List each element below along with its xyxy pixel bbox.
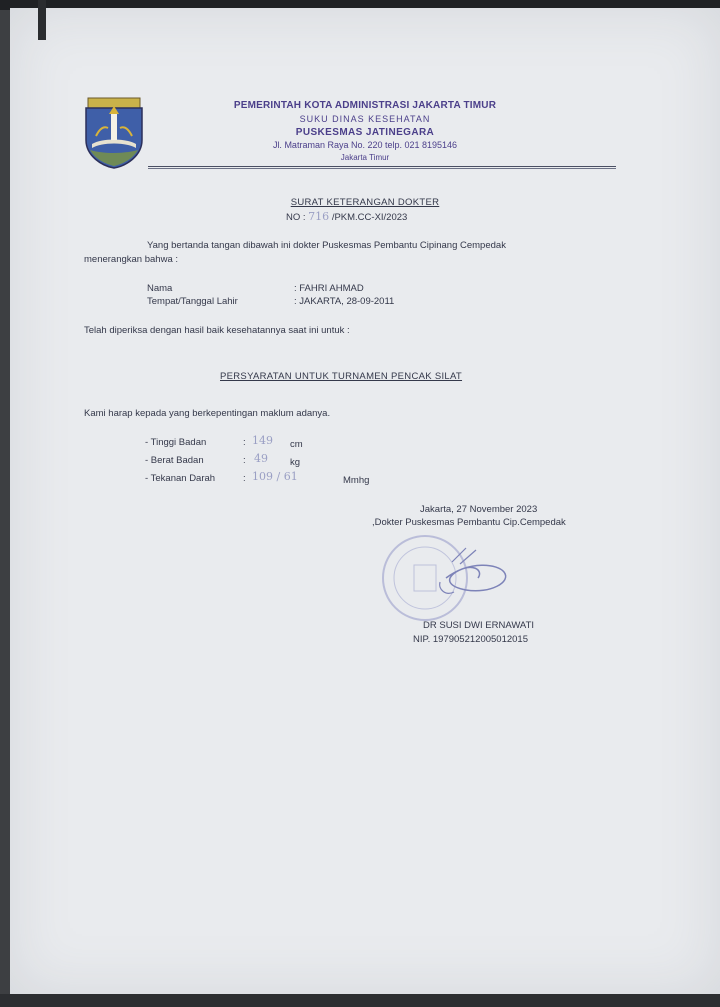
letterhead-government: PEMERINTAH KOTA ADMINISTRASI JAKARTA TIMUR (233, 100, 497, 111)
closing-statement: Kami harap kepada yang berkepentingan maklum adanya. (84, 408, 331, 419)
letterhead-divider (148, 166, 616, 167)
blood-pressure-label: - Tekanan Darah (145, 473, 216, 484)
blood-pressure-value-handwritten: 109 / 61 (252, 470, 298, 483)
blood-pressure-unit: Mmhg (343, 475, 370, 486)
birth-label: Tempat/Tanggal Lahir (147, 296, 238, 307)
weight-colon: : (243, 455, 246, 466)
document-number (286, 210, 407, 223)
weight-unit: kg (290, 457, 301, 468)
doctor-name: DR SUSI DWI ERNAWATI (423, 620, 535, 631)
letterhead-department: SUKU DINAS KESEHATAN (299, 114, 431, 124)
intro-line-2: menerangkan bahwa : (84, 254, 179, 265)
signature-role: ,Dokter Puskesmas Pembantu Cip.Cempedak (372, 517, 566, 528)
document-number-handwritten: 716 (308, 210, 330, 223)
letterhead-divider-secondary (148, 168, 616, 169)
intro-line-1: Yang bertanda tangan dibawah ini dokter Puskesmas Pembantu Cipinang Cempedak (147, 240, 506, 251)
weight-label: - Berat Badan (145, 455, 204, 466)
birth-value: : JAKARTA, 28-09-2011 (294, 296, 395, 307)
background-bottom-edge (0, 994, 720, 1007)
purpose-statement: PERSYARATAN UNTUK TURNAMEN PENCAK SILAT (220, 371, 463, 382)
document-title: SURAT KETERANGAN DOKTER (290, 197, 440, 208)
height-value-handwritten: 149 (252, 434, 273, 447)
blood-pressure-colon: : (243, 473, 246, 484)
height-colon: : (243, 437, 246, 448)
height-label: - Tinggi Badan (145, 437, 207, 448)
letterhead-city: Jakarta Timur (340, 153, 390, 162)
official-stamp-and-signature (380, 520, 560, 630)
letterhead-clinic: PUSKESMAS JATINEGARA (295, 127, 435, 138)
clipboard-clip (38, 0, 46, 40)
document-number-prefix: NO : (286, 212, 306, 223)
doctor-nip: NIP. 197905212005012015 (413, 634, 528, 645)
signature-place-date: Jakarta, 27 November 2023 (420, 504, 538, 515)
document-number-suffix: /PKM.CC-XI/2023 (331, 212, 408, 223)
letterhead-address: Jl. Matraman Raya No. 220 telp. 021 8195146 (272, 140, 458, 150)
height-unit: cm (290, 439, 303, 450)
name-label: Nama (147, 283, 173, 294)
jakarta-emblem-logo (82, 96, 146, 170)
examined-statement: Telah diperiksa dengan hasil baik kesehatannya saat ini untuk : (84, 325, 350, 336)
name-value: : FAHRI AHMAD (294, 283, 364, 294)
weight-value-handwritten: 49 (254, 452, 268, 465)
